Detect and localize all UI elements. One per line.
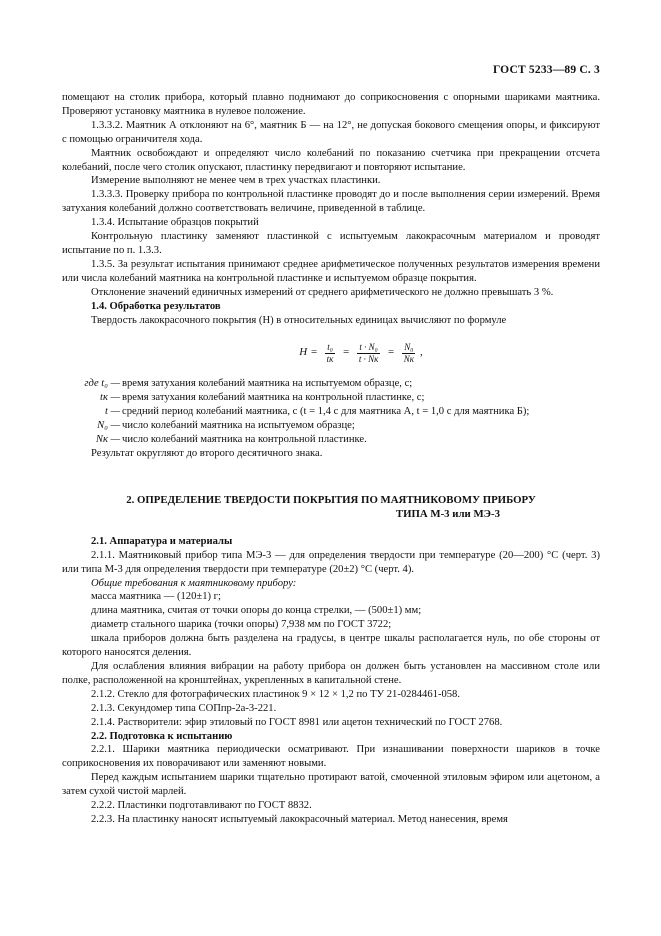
paragraph: Контрольную пластинку заменяют пластинкой с испытуемым лакокрасочным материалом и проводят испытание по п. 1.3.3. <box>62 231 600 256</box>
requirement-item: шкала приборов должна быть разделена на градусы, в центре шкалы располагается нуль, по обе стороны от которого наносятся деления. <box>62 633 600 659</box>
fraction-numerator: N₀ <box>404 341 414 352</box>
page-content <box>62 91 600 827</box>
subsection-heading: 2.2. Подготовка к испытанию <box>91 730 233 742</box>
paragraph: 2.1.4. Растворители: эфир этиловый по ГОСТ 8981 или ацетон технический по ГОСТ 2768. <box>91 716 503 728</box>
paragraph: Измерение выполняют не менее чем в трех участках пластинки. <box>91 175 381 187</box>
definition-row <box>62 377 600 391</box>
paragraph: Маятник освобождают и определяют число колебаний по показанию счетчика при прекращении отсчета колебаний, после чего столик опускают, пластинку передвигают и повторяют испытание. <box>62 147 600 173</box>
hardness-formula <box>122 333 600 373</box>
definitions-list <box>62 377 600 447</box>
formula-lhs: H <box>299 346 308 359</box>
definition-text: время затухания колебаний маятника на испытуемом образце, с; <box>122 378 413 390</box>
definition-text: число колебаний маятника на контрольной пластинке. <box>122 434 367 446</box>
rounding-note: Результат округляют до второго десятичного знака. <box>91 447 323 459</box>
formula-equals: = <box>387 346 395 359</box>
fraction-denominator: Nк <box>403 353 414 364</box>
requirements-title: Общие требования к маятниковому прибору: <box>91 577 297 589</box>
definition-symbol: где t₀ — <box>84 378 120 390</box>
subsection-heading: 2.1. Аппаратура и материалы <box>91 535 233 547</box>
paragraph: Твердость лакокрасочного покрытия (H) в относительных единицах вычисляют по формуле <box>91 314 507 326</box>
formula-equals: = <box>342 346 350 359</box>
page-header: ГОСТ 5233—89 С. 3 <box>492 64 600 76</box>
paragraph: 2.2.1. Шарики маятника периодически осматривают. При изнашивании поверхности шариков в точке соприкосновения их поворачивают или заменяют новыми. <box>62 744 600 770</box>
section-title-line: ТИПА М-3 или МЭ-3 <box>395 507 500 520</box>
fraction-numerator: t₀ <box>327 341 333 352</box>
paragraph: 2.1.3. Секундомер типа СОПпр-2а-3-221. <box>91 702 277 714</box>
definition-text: средний период колебаний маятника, с (t = 1,4 с для маятника А, t = 1,0 с для маятника Б); <box>122 406 530 418</box>
fraction-denominator: t · Nк <box>358 353 379 364</box>
formula-tail: , <box>419 346 423 359</box>
definition-row <box>62 433 600 447</box>
requirement-item: диаметр стального шарика (точки опоры) 7,938 мм по ГОСТ 3722; <box>91 619 392 631</box>
formula-fraction <box>402 342 416 365</box>
paragraph: Для ослабления влияния вибрации на работу прибора он должен быть установлен на массивном столе или полке, расположенной на кронштейнах, укрепленных в капитальной стене. <box>62 661 600 686</box>
fraction-numerator: t · N₀ <box>359 341 378 352</box>
paragraph: 1.3.3.3. Проверку прибора по контрольной пластинке проводят до и после выполнения серии измерений. Время затухания колебаний должно соответствовать величине, приведенной в таблице. <box>62 189 600 215</box>
fraction-denominator: tк <box>326 353 334 364</box>
definition-symbol: t — <box>104 406 120 418</box>
definition-row <box>62 391 600 405</box>
definition-row <box>62 419 600 433</box>
definition-symbol: N₀ — <box>97 420 120 432</box>
paragraph: Отклонение значений единичных измерений от среднего арифметического не должно превышать 3 %. <box>91 286 554 298</box>
paragraph: помещают на столик прибора, который плавно поднимают до соприкосновения с опорными шариками маятника. Проверяют установку маятника в нулевое положение. <box>62 92 600 117</box>
definition-symbol: Nк — <box>95 434 120 446</box>
definition-row <box>62 405 600 419</box>
definition-text: число колебаний маятника на испытуемом образце; <box>122 420 355 432</box>
subsection-heading: 1.3.4. Испытание образцов покрытий <box>91 217 259 229</box>
paragraph: 2.1.2. Стекло для фотографических пластинок 9 × 12 × 1,2 по ТУ 21-0284461-058. <box>91 688 461 700</box>
definition-text: время затухания колебаний маятника на контрольной пластинке, с; <box>122 392 425 404</box>
section-title-line: 2. ОПРЕДЕЛЕНИЕ ТВЕРДОСТИ ПОКРЫТИЯ ПО МАЯТНИКОВОМУ ПРИБОРУ <box>126 493 536 506</box>
paragraph: 1.3.3.2. Маятник А отклоняют на 6°, маятник Б — на 12°, не допуская бокового смещения опоры, и фиксируют с помощью ограничителя хода. <box>62 119 600 145</box>
formula-fraction <box>325 342 336 365</box>
requirement-item: длина маятника, считая от точки опоры до конца стрелки, — (500±1) мм; <box>91 605 422 617</box>
section-heading: 1.4. Обработка результатов <box>91 300 221 312</box>
paragraph: 2.2.2. Пластинки подготавливают по ГОСТ 8832. <box>91 800 312 812</box>
paragraph: 1.3.5. За результат испытания принимают среднее арифметическое полученных результатов измерения времени или числа колебаний маятника на контрольной пластинке и испытуемом образце покрытия. <box>62 258 600 284</box>
requirement-item: масса маятника — (120±1) г; <box>91 591 221 603</box>
section-2-title <box>62 493 600 521</box>
formula-fraction <box>357 342 380 365</box>
definition-symbol: tк — <box>100 392 120 404</box>
paragraph: 2.1.1. Маятниковый прибор типа МЭ-3 — для определения твердости при температуре (20—200) °С (черт. 3) или типа М-3 для определения твердости при температуре (20±2) °С (черт. 4). <box>62 549 600 575</box>
formula-equals: = <box>310 346 318 359</box>
paragraph: Перед каждым испытанием шарики тщательно протирают ватой, смоченной этиловым эфиром или ацетоном, а затем сухой чистой марлей. <box>62 772 600 798</box>
paragraph: 2.2.3. На пластинку наносят испытуемый лакокрасочный материал. Метод нанесения, время <box>91 813 508 825</box>
